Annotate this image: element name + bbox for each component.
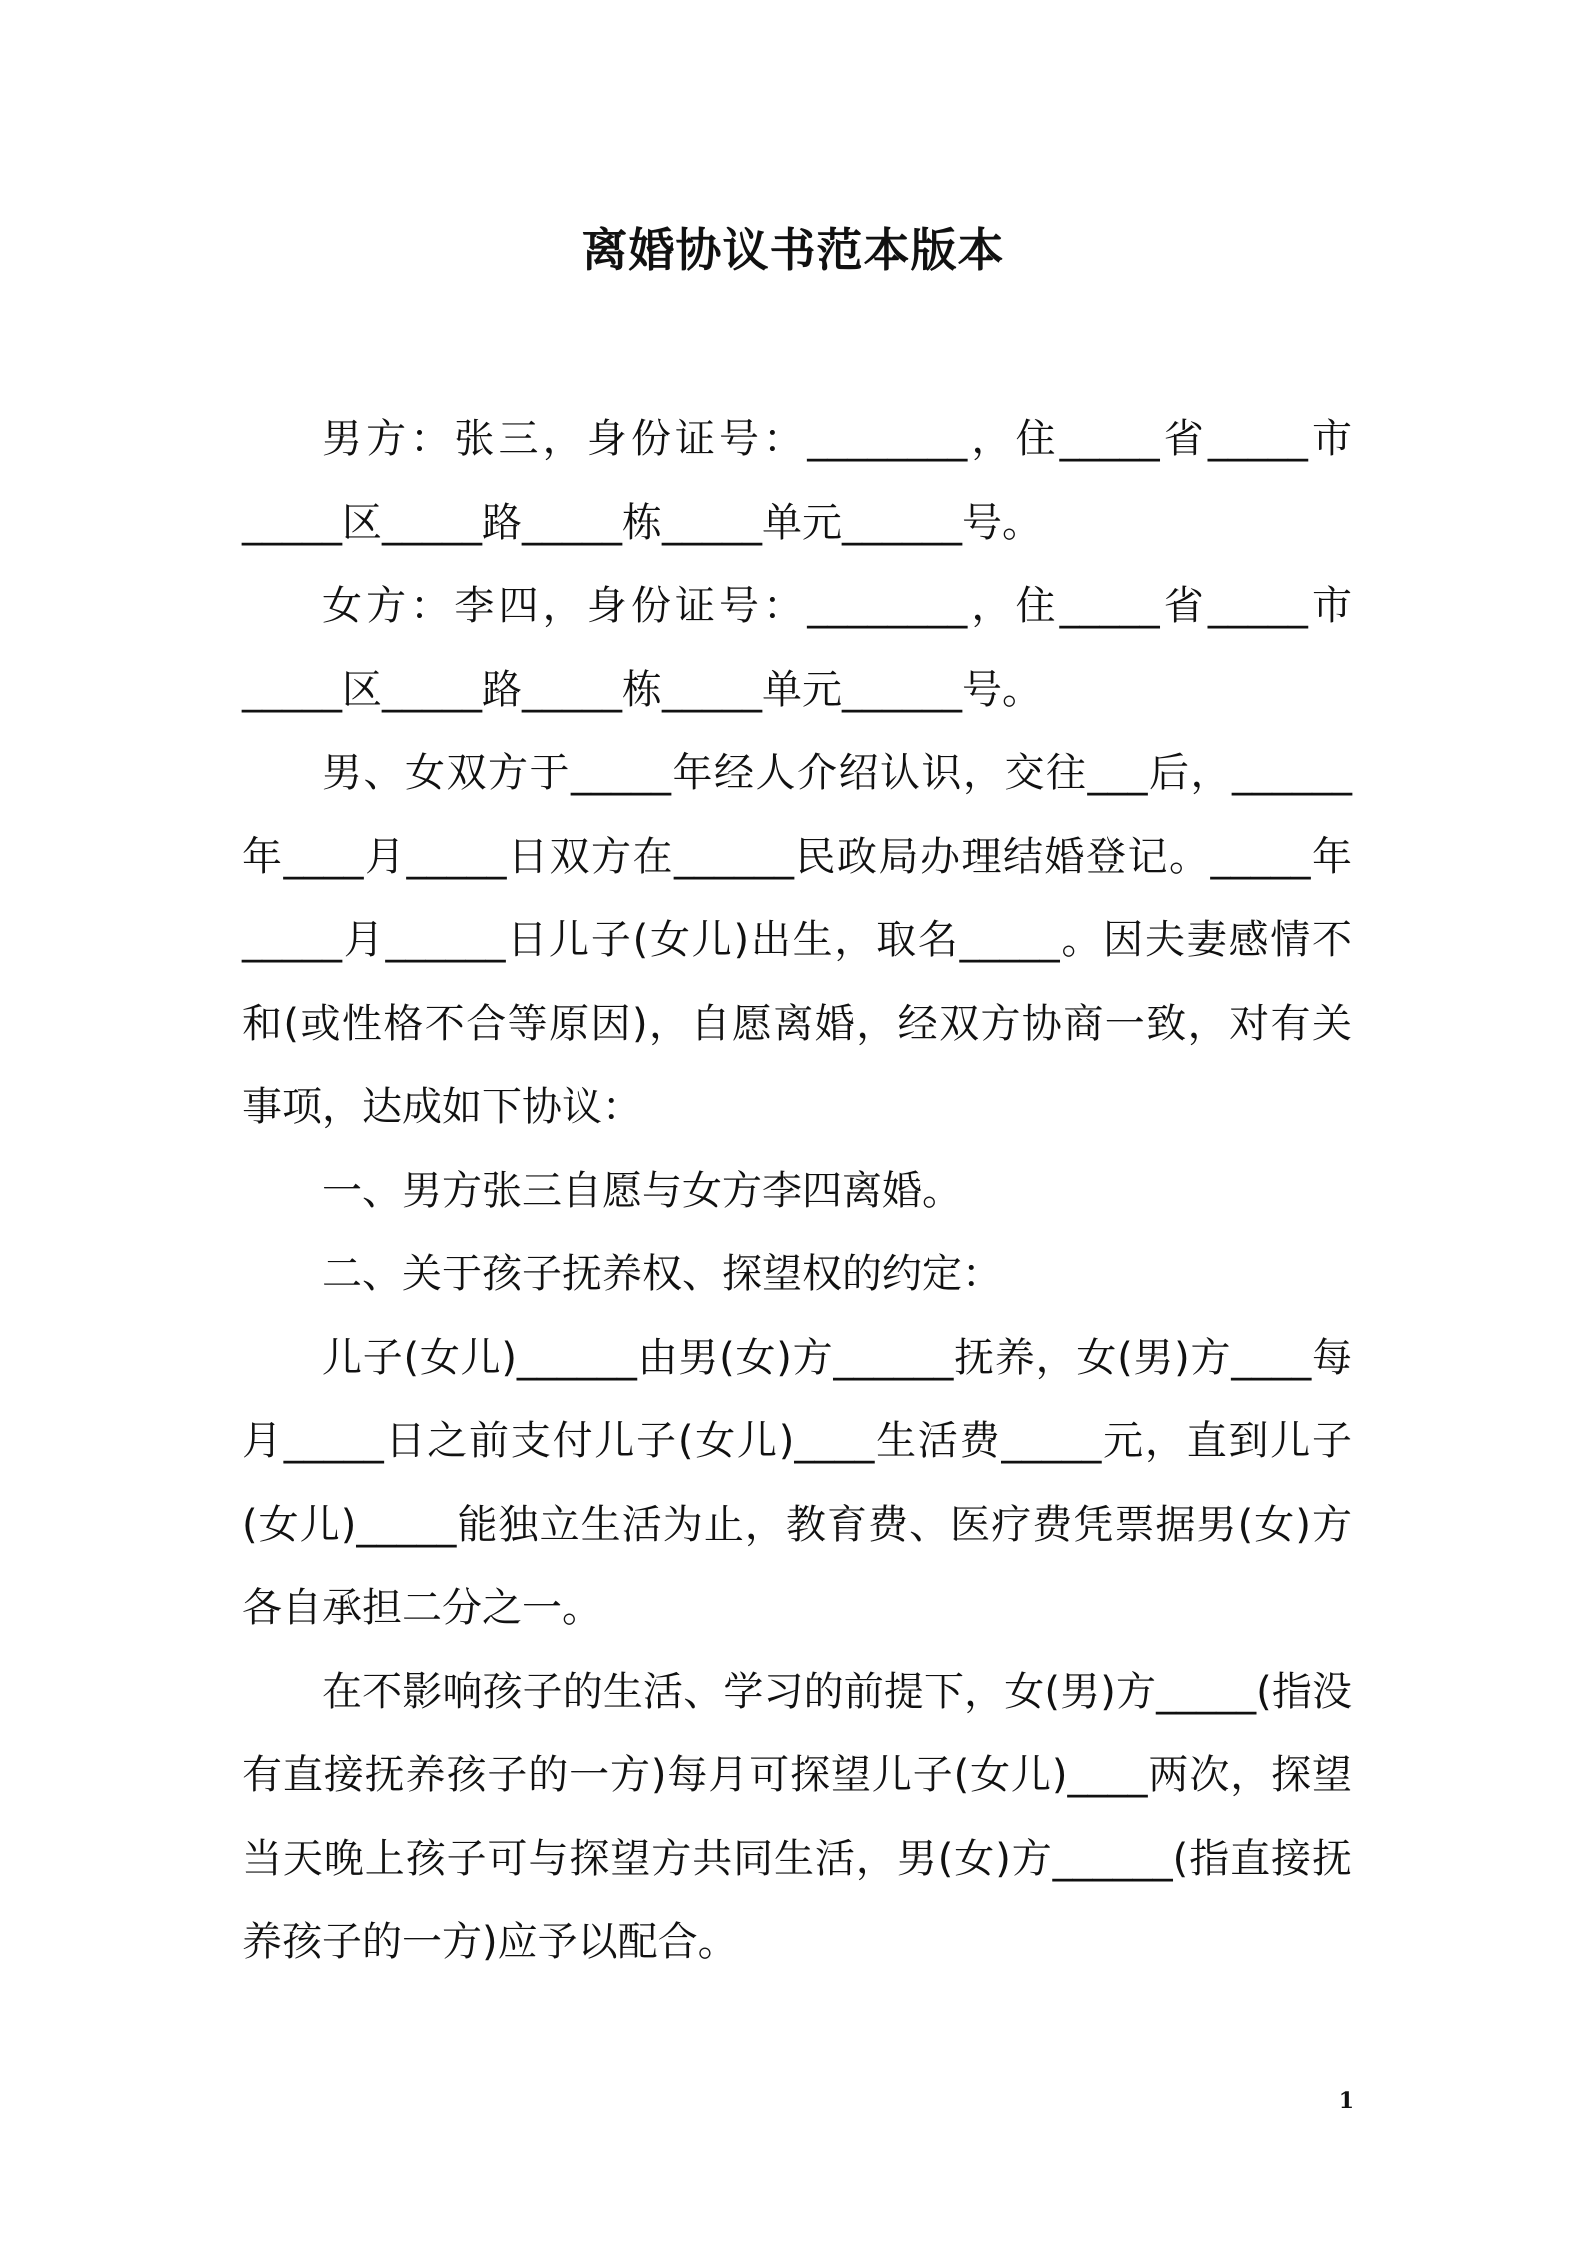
paragraph-female-party: 女方：李四，身份证号：________，住_____省_____市_____区_____路_____栋_____单元______号。 bbox=[242, 583, 1352, 713]
paragraph-clause-two-heading: 二、关于孩子抚养权、探望权的约定： bbox=[322, 1251, 1002, 1297]
paragraph-custody-support: 儿子(女儿)______由男(女)方______抚养，女(男)方____每月_____日之前支付儿子(女儿)____生活费_____元，直到儿子(女儿)_____能独立生活为止，教育费、医疗费凭票据男(女)方各自承担二分之一。 bbox=[242, 1334, 1352, 1631]
paragraph-male-party: 男方：张三，身份证号：________，住_____省_____市_____区_____路_____栋_____单元______号。 bbox=[242, 416, 1352, 546]
document-title: 离婚协议书范本版本 bbox=[581, 223, 1005, 277]
paragraph-clause-one: 一、男方张三自愿与女方李四离婚。 bbox=[322, 1167, 962, 1214]
paragraph-marriage-background: 男、女双方于_____年经人介绍认识，交往___后，______年____月_____日双方在______民政局办理结婚登记。_____年_____月______日儿子(女儿)出生，取名_____。因夫妻感情不和(或性格不合等原因)，自愿离婚，经双方协商一致，对有关事项，达成如下协议： bbox=[242, 750, 1352, 1130]
page-number: 1 bbox=[1338, 2088, 1354, 2114]
document-body bbox=[242, 398, 1352, 1985]
paragraph-visitation: 在不影响孩子的生活、学习的前提下，女(男)方_____(指没有直接抚养孩子的一方)每月可探望儿子(女儿)____两次，探望当天晚上孩子可与探望方共同生活，男(女)方______(指直接抚养孩子的一方)应予以配合。 bbox=[242, 1668, 1352, 1965]
